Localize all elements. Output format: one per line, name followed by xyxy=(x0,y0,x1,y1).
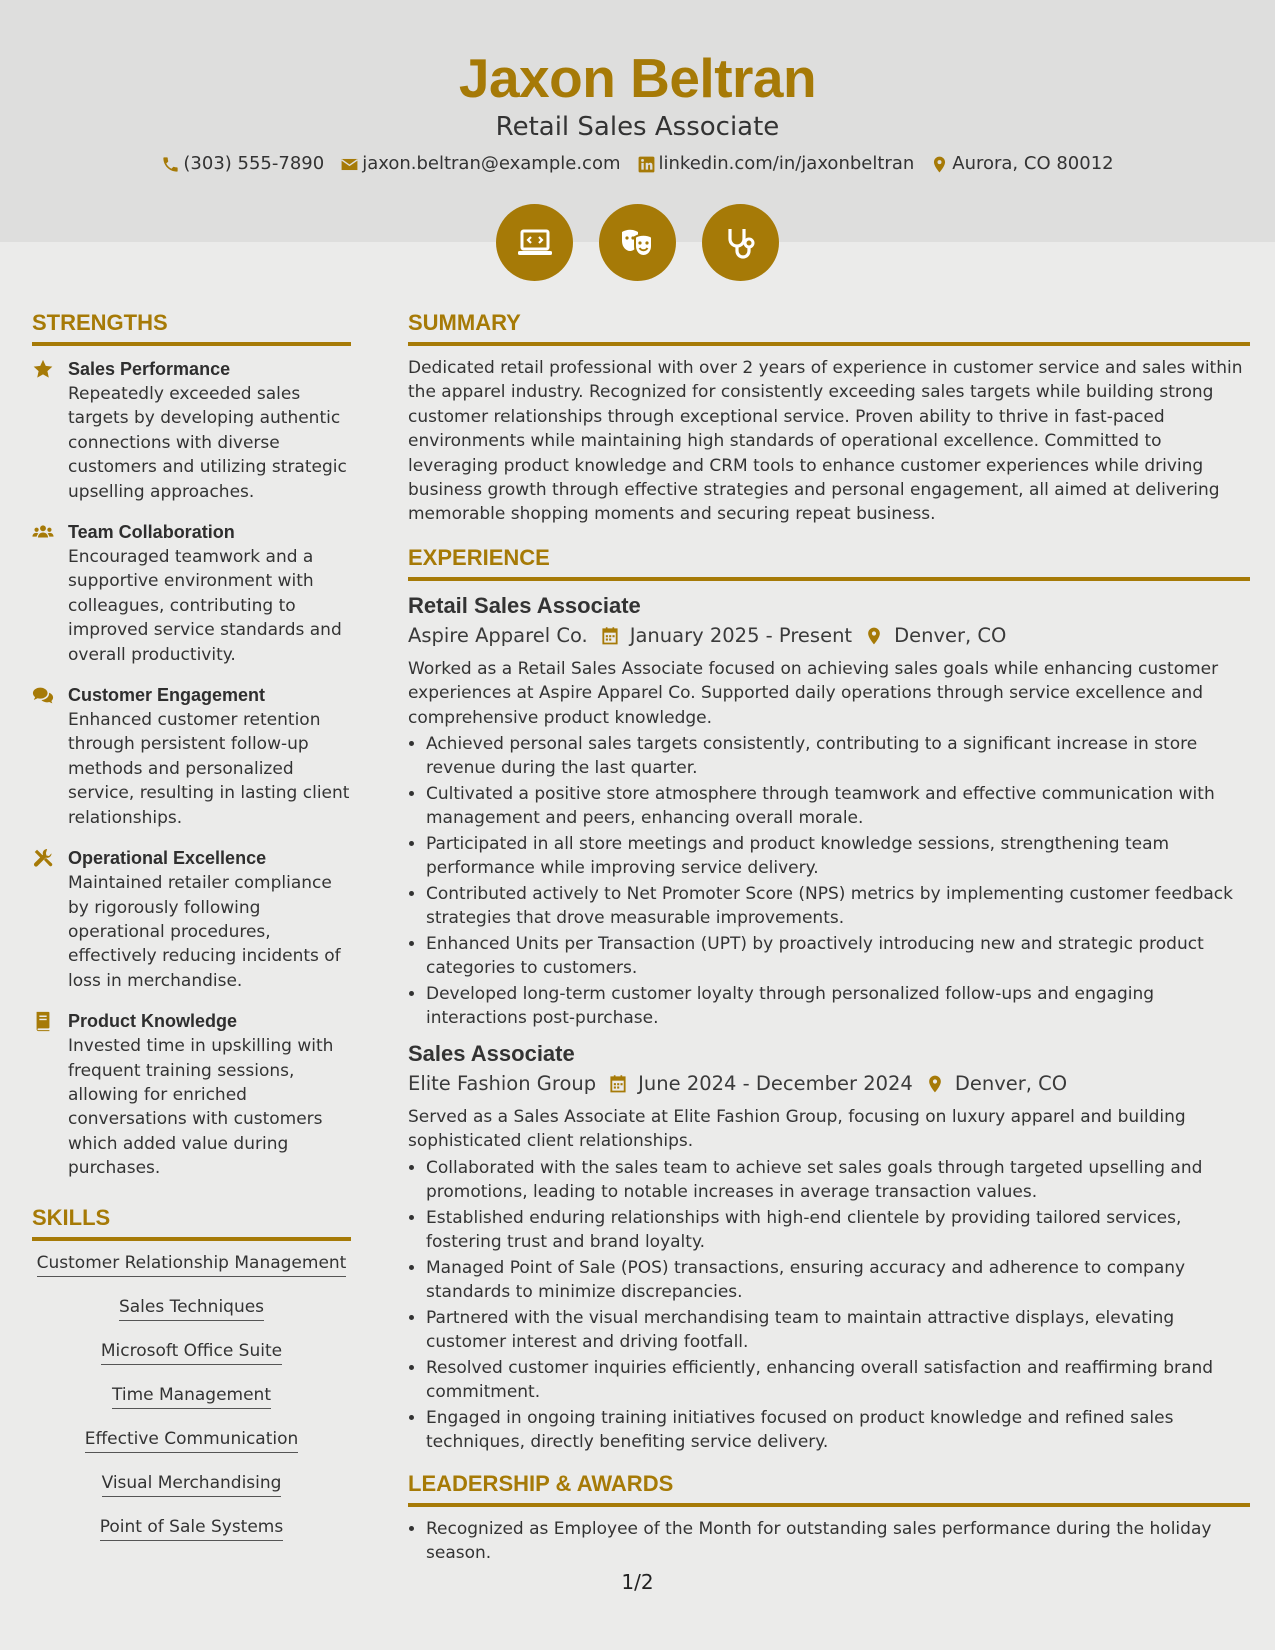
bullet-item: • Managed Point of Sale (POS) transactions, ensuring accuracy and adherence to company standards to minimize discrepancies. xyxy=(426,1256,1250,1305)
bullet-item: • Resolved customer inquiries efficiently, enhancing overall satisfaction and reaffirming brand commitment. xyxy=(426,1356,1250,1405)
laptop-code-badge xyxy=(496,204,573,281)
strength-item xyxy=(32,845,351,993)
contact-linkedin[interactable] xyxy=(637,151,915,177)
skills-list xyxy=(32,1251,351,1559)
bullet-item: • Developed long-term customer loyalty through personalized follow-ups and engaging interactions post-purchase. xyxy=(426,982,1250,1031)
summary-heading: SUMMARY xyxy=(408,308,1250,346)
book-icon xyxy=(32,1010,54,1032)
strength-desc: Invested time in upskilling with frequent training sessions, allowing for enriched conversations with customers which added value during purchases. xyxy=(68,1036,334,1179)
map-pin-icon xyxy=(864,626,884,646)
strength-item xyxy=(32,1008,351,1180)
page-number: 1/2 xyxy=(621,1570,654,1594)
tools-icon xyxy=(32,847,54,869)
job-location: Denver, CO xyxy=(954,1071,1068,1095)
left-column xyxy=(32,308,351,1559)
bullet-item: • Participated in all store meetings and product knowledge sessions, strengthening team performance while improving service delivery. xyxy=(426,832,1250,881)
interest-badges xyxy=(0,204,1275,281)
skill-item: Visual Merchandising xyxy=(102,1471,282,1497)
strength-title: Sales Performance xyxy=(68,359,231,379)
bullet-item: • Contributed actively to Net Promoter Score (NPS) metrics by implementing customer feedback strategies that drove measurable improvements. xyxy=(426,882,1250,931)
stethoscope-icon xyxy=(721,223,761,263)
map-pin-icon xyxy=(930,155,949,174)
skill-item: Sales Techniques xyxy=(119,1295,264,1321)
strength-title: Customer Engagement xyxy=(68,685,266,706)
theater-masks-badge xyxy=(599,204,676,281)
skill-item: Customer Relationship Management xyxy=(37,1251,347,1277)
laptop-code-icon xyxy=(515,223,555,263)
right-column xyxy=(408,308,1250,1573)
email-text[interactable]: jaxon.beltran@example.com xyxy=(362,153,621,174)
bullet-item: • Cultivated a positive store atmosphere through teamwork and effective communication with management and peers, enhancing overall morale. xyxy=(426,782,1250,831)
leadership-heading: LEADERSHIP & AWARDS xyxy=(408,1469,1250,1507)
skill-item: Time Management xyxy=(112,1383,271,1409)
bullet-item: • Achieved personal sales targets consistently, contributing to a significant increase in store revenue during the last quarter. xyxy=(426,732,1250,781)
skill-item: Point of Sale Systems xyxy=(100,1515,283,1541)
summary-text: Dedicated retail professional with over 2 years of experience in customer service and sales within the apparel industry. Recognized for consistently exceeding sales targets while building strong customer relationships through exceptional service. Proven ability to thrive in fast-paced environments while maintaining high standards of operational excellence. Committed to leveraging product knowledge and CRM tools to enhance customer experiences while driving business growth through effective strategies and personal engagement, all aimed at delivering memorable shopping moments and securing repeat business. xyxy=(408,358,1243,525)
job-meta xyxy=(408,621,1250,651)
phone-icon xyxy=(161,155,180,174)
company-name: Aspire Apparel Co. xyxy=(408,623,588,647)
candidate-name: Jaxon Beltran xyxy=(458,47,817,109)
strength-desc: Encouraged teamwork and a supportive environment with colleagues, contributing to improved service standards and overall productivity. xyxy=(68,547,342,665)
job-entry xyxy=(408,1039,1250,1455)
bullet-item: • Enhanced Units per Transaction (UPT) by proactively introducing new and strategic product categories to customers. xyxy=(426,932,1250,981)
job-title-headline: Retail Sales Associate xyxy=(495,112,780,142)
bullet-item: • Engaged in ongoing training initiatives focused on product knowledge and refined sales techniques, directly benefiting service delivery. xyxy=(426,1406,1250,1455)
job-meta xyxy=(408,1069,1250,1099)
job-bullets xyxy=(408,1156,1250,1455)
bullet-item: • Recognized as Employee of the Month for outstanding sales performance during the holiday season. xyxy=(426,1517,1250,1566)
strength-title: Operational Excellence xyxy=(68,848,267,869)
calendar-icon xyxy=(600,626,620,646)
contact-phone xyxy=(161,151,324,177)
bullet-item: • Partnered with the visual merchandising team to maintain attractive displays, elevating customer interest and driving footfall. xyxy=(426,1306,1250,1355)
linkedin-icon xyxy=(637,155,656,174)
strength-desc: Enhanced customer retention through persistent follow-up methods and personalized service, resulting in lasting client relationships. xyxy=(68,710,350,828)
contact-row xyxy=(0,151,1275,177)
skill-item: Effective Communication xyxy=(85,1427,299,1453)
users-icon xyxy=(32,521,54,543)
strength-item xyxy=(32,682,351,830)
stethoscope-badge xyxy=(702,204,779,281)
strength-title: Product Knowledge xyxy=(68,1011,238,1032)
job-dates: January 2025 - Present xyxy=(629,623,853,647)
company-name: Elite Fashion Group xyxy=(408,1071,597,1095)
skill-item: Microsoft Office Suite xyxy=(101,1339,282,1365)
job-title: Retail Sales Associate xyxy=(408,592,641,618)
strength-desc: Maintained retailer compliance by rigorously following operational procedures, effectively reducing incidents of loss in merchandise. xyxy=(68,873,341,991)
bullet-item: • Collaborated with the sales team to achieve set sales goals through targeted upselling and promotions, leading to notable increases in average transaction values. xyxy=(426,1156,1250,1205)
strength-title: Team Collaboration xyxy=(68,522,235,543)
job-location: Denver, CO xyxy=(894,623,1007,647)
job-bullets xyxy=(408,732,1250,1031)
comments-icon xyxy=(32,684,54,706)
job-entry xyxy=(408,591,1250,1031)
job-description: Served as a Sales Associate at Elite Fashion Group, focusing on luxury apparel and building sophisticated client relationships. xyxy=(408,1106,1186,1152)
strength-desc: Repeatedly exceeded sales targets by developing authentic connections with diverse customers and utilizing strategic upselling approaches. xyxy=(68,384,347,502)
location-text: Aurora, CO 80012 xyxy=(952,153,1114,174)
linkedin-text[interactable]: linkedin.com/in/jaxonbeltran xyxy=(658,153,915,174)
bullet-item: • Established enduring relationships with high-end clientele by providing tailored services, fostering trust and brand loyalty. xyxy=(426,1206,1250,1255)
job-title: Sales Associate xyxy=(408,1040,575,1066)
envelope-icon xyxy=(340,155,359,174)
job-description: Worked as a Retail Sales Associate focused on achieving sales goals while enhancing customer experiences at Aspire Apparel Co. Supported daily operations through service excellence and comprehensive product knowledge. xyxy=(408,658,1219,728)
skills-heading: SKILLS xyxy=(32,1203,351,1241)
map-pin-icon xyxy=(925,1074,945,1094)
strength-item xyxy=(32,356,351,504)
strengths-heading: STRENGTHS xyxy=(32,308,351,346)
contact-location xyxy=(930,151,1113,177)
experience-heading: EXPERIENCE xyxy=(408,543,1250,581)
star-icon xyxy=(32,358,54,380)
strength-item xyxy=(32,519,351,667)
theater-masks-icon xyxy=(618,223,658,263)
leadership-bullets xyxy=(408,1517,1250,1566)
job-dates: June 2024 - December 2024 xyxy=(638,1071,913,1095)
calendar-icon xyxy=(608,1074,628,1094)
contact-email[interactable] xyxy=(340,151,620,177)
phone-text: (303) 555-7890 xyxy=(183,153,325,174)
